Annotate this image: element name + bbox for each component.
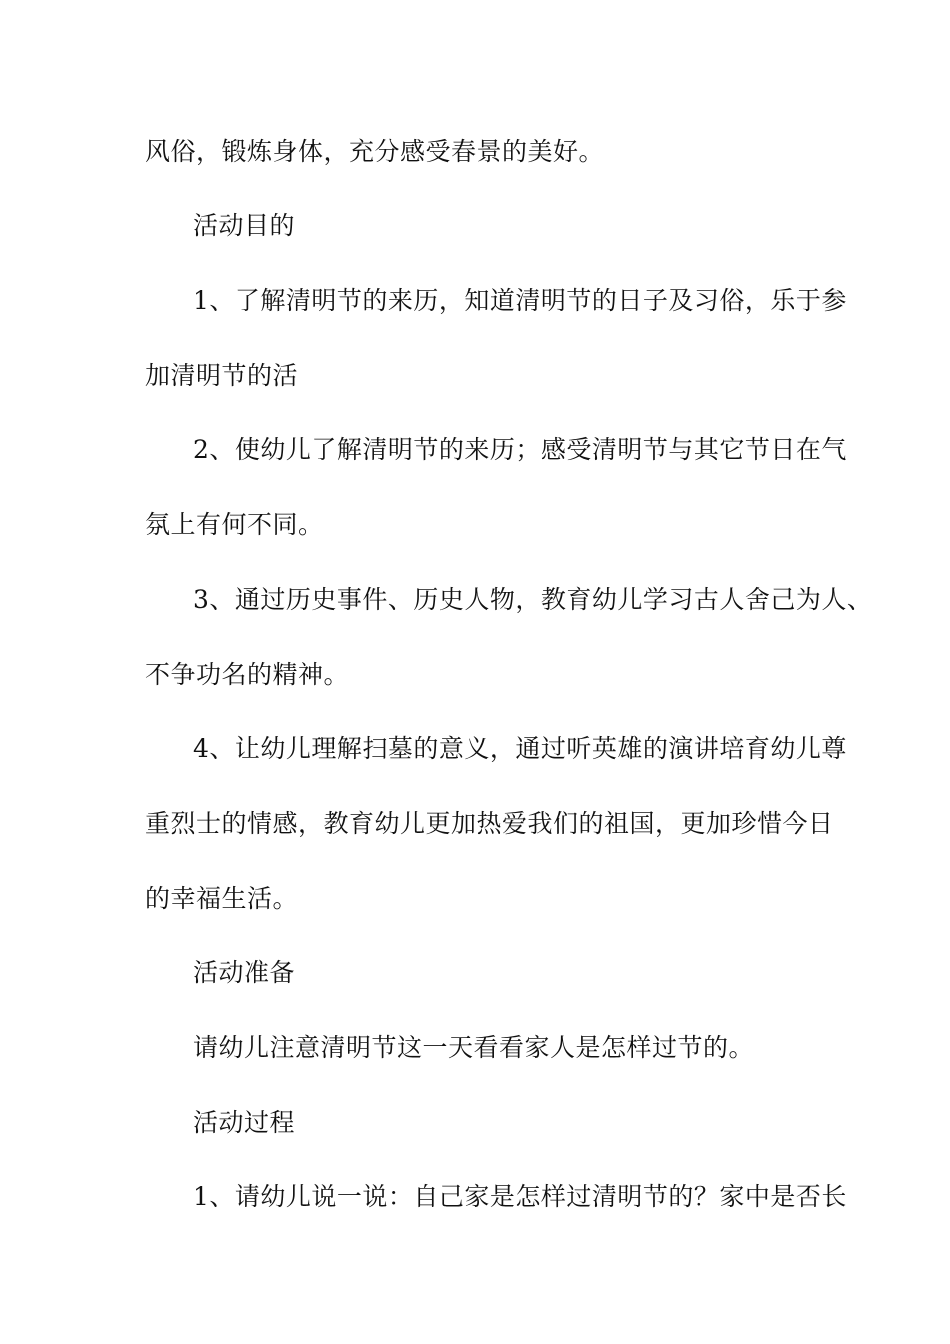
objective-item-2: 2、使幼儿了解清明节的来历；感受清明节与其它节日在气 xyxy=(193,435,847,464)
objective-item-1: 1、了解清明节的来历，知道清明节的日子及习俗，乐于参 xyxy=(193,286,847,315)
objective-item-1-continued: 加清明节的活 xyxy=(145,361,299,390)
objective-item-4-continued-2: 的幸福生活。 xyxy=(145,884,299,913)
objective-item-2-continued: 氛上有何不同。 xyxy=(145,510,324,539)
objective-item-3: 3、通过历史事件、历史人物，教育幼儿学习古人舍己为人、 xyxy=(193,585,873,614)
preparation-text: 请幼儿注意清明节这一天看看家人是怎样过节的。 xyxy=(193,1033,755,1062)
section-heading-objectives: 活动目的 xyxy=(193,211,296,240)
process-item-1: 1、请幼儿说一说：自己家是怎样过清明节的？家中是否长 xyxy=(193,1182,847,1211)
objective-item-4: 4、让幼儿理解扫墓的意义，通过听英雄的演讲培育幼儿尊 xyxy=(193,734,847,763)
section-heading-preparation: 活动准备 xyxy=(193,958,296,987)
section-heading-process: 活动过程 xyxy=(193,1108,296,1137)
paragraph-line: 风俗，锻炼身体，充分感受春景的美好。 xyxy=(145,137,605,166)
objective-item-3-continued: 不争功名的精神。 xyxy=(145,660,350,689)
objective-item-4-continued: 重烈士的情感，教育幼儿更加热爱我们的祖国，更加珍惜今日 xyxy=(145,809,834,838)
